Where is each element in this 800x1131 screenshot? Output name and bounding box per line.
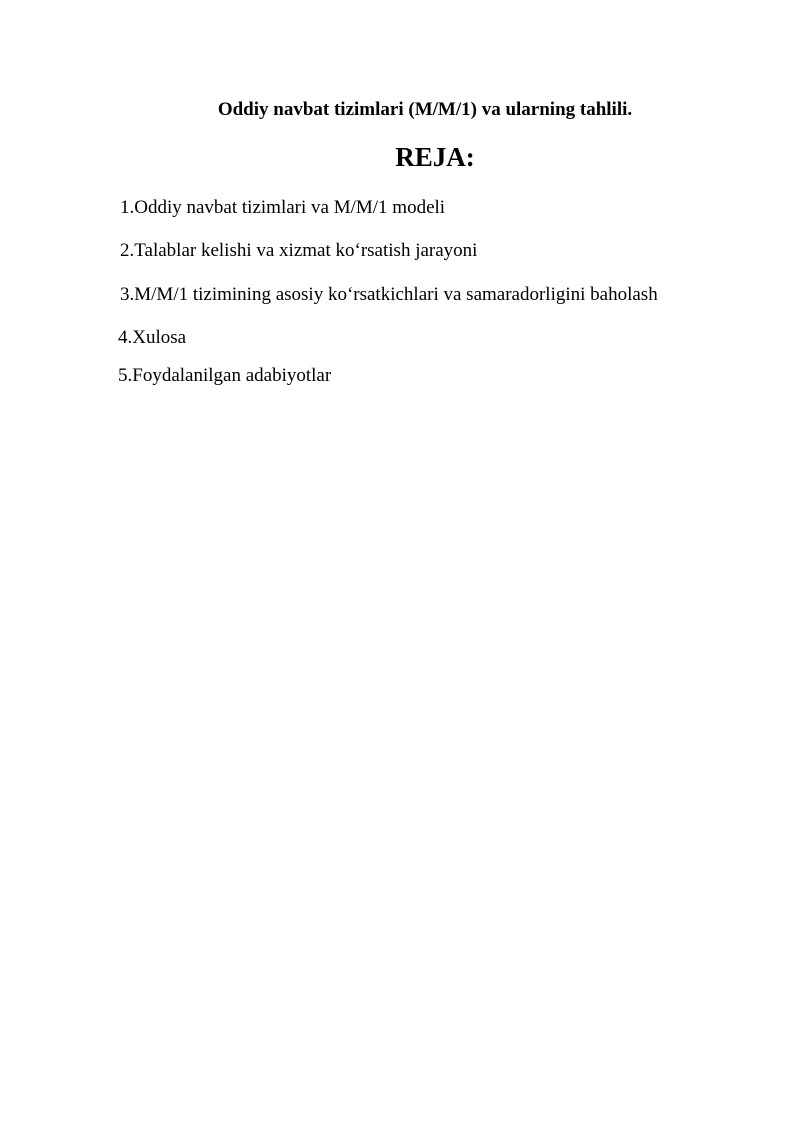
- document-title: Oddiy navbat tizimlari (M/M/1) va ularning tahlili.: [217, 99, 633, 120]
- plan-item: 1.Oddiy navbat tizimlari va M/M/1 modeli: [120, 197, 446, 218]
- plan-heading: REJA:: [395, 142, 475, 172]
- plan-item: 3.M/M/1 tizimining asosiy ko‘rsatkichlari va samaradorligini baholash: [120, 284, 658, 305]
- plan-item: 5.Foydalanilgan adabiyotlar: [118, 365, 332, 386]
- plan-item: 4.Xulosa: [118, 327, 187, 348]
- plan-item: 2.Talablar kelishi va xizmat ko‘rsatish jarayoni: [120, 240, 478, 261]
